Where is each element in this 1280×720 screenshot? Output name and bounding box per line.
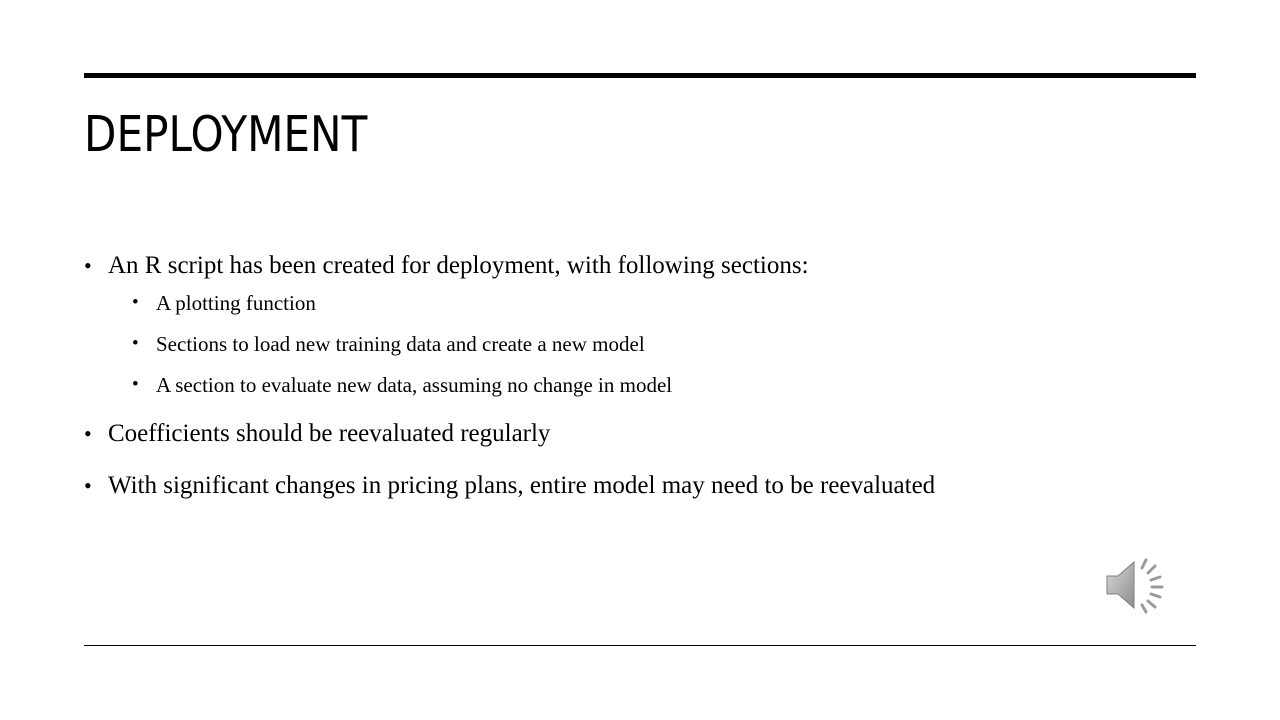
bullet-item xyxy=(84,468,1194,504)
bullet-item xyxy=(84,248,1194,400)
slide-title: DEPLOYMENT xyxy=(84,106,368,163)
sub-bullet-item xyxy=(108,370,1194,400)
bullet-glyph: • xyxy=(132,374,139,395)
sub-bullet-text: A plotting function xyxy=(156,291,316,315)
bullet-list xyxy=(84,248,1194,504)
bullet-text: An R script has been created for deployment, with following sections: xyxy=(108,252,809,279)
bullet-text: With significant changes in pricing plans, entire model may need to be reevaluated xyxy=(108,472,936,499)
bullet-glyph: • xyxy=(132,333,139,354)
speaker-icon[interactable] xyxy=(1104,554,1170,616)
bullet-item xyxy=(84,416,1194,452)
footer-rule xyxy=(84,645,1196,646)
bullet-glyph: • xyxy=(84,421,92,446)
bullet-glyph: • xyxy=(132,292,139,313)
sub-bullet-item xyxy=(108,329,1194,359)
slide-body xyxy=(84,248,1194,520)
sub-bullet-item xyxy=(108,288,1194,318)
sub-bullet-text: Sections to load new training data and create a new model xyxy=(156,332,645,356)
sub-bullet-text: A section to evaluate new data, assuming no change in model xyxy=(156,373,673,397)
bullet-text: Coefficients should be reevaluated regularly xyxy=(108,420,551,447)
sub-bullet-list xyxy=(108,288,1194,400)
title-top-rule xyxy=(84,73,1196,78)
bullet-glyph: • xyxy=(84,473,92,498)
bullet-glyph: • xyxy=(84,253,92,278)
